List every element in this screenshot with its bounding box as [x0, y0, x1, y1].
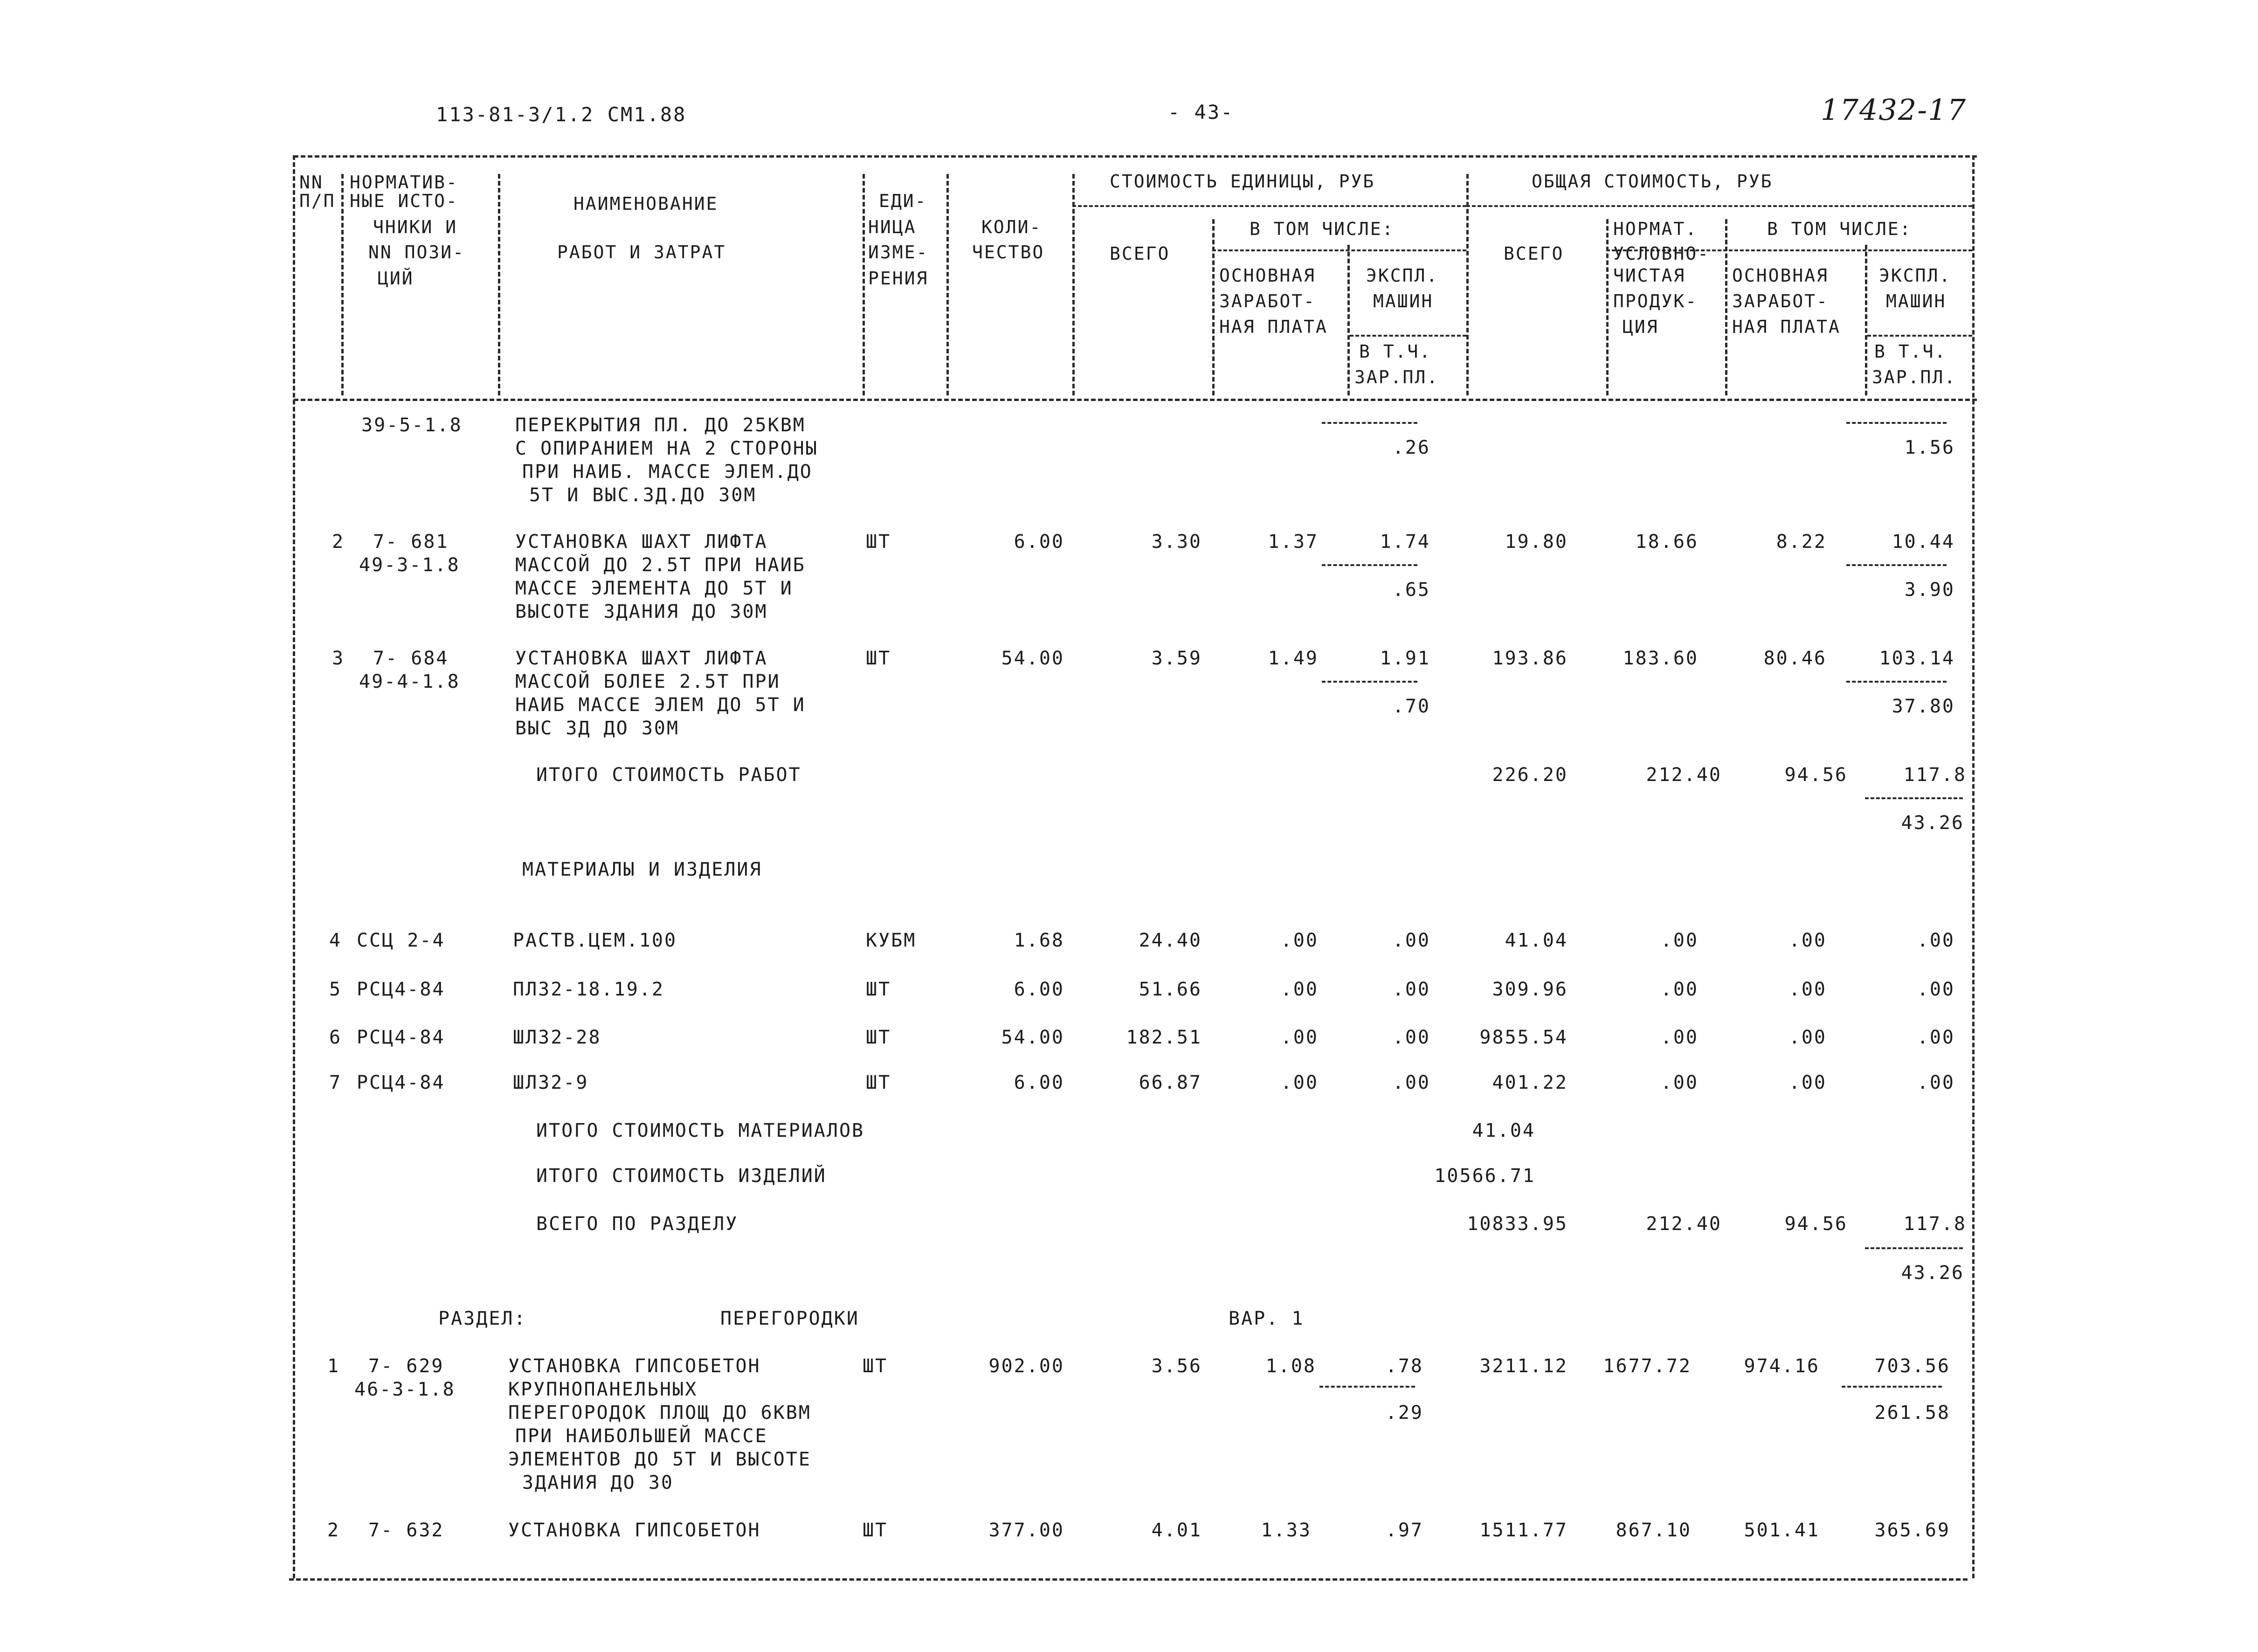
- hdr-total-cost: ОБЩАЯ СТОИМОСТЬ, РУБ: [1532, 171, 1773, 192]
- hdr-unit-mach: ЭКСПЛ.: [1366, 265, 1439, 286]
- mat-code: РСЦ4-84: [357, 979, 445, 1000]
- mat-unit: ШТ: [866, 979, 891, 1000]
- mat-total: 41.04: [1505, 930, 1568, 951]
- row2-num: 2: [332, 531, 345, 553]
- hdr-norm-net: УСЛОВНО-: [1613, 243, 1710, 264]
- hdr-total-wage: НАЯ ПЛАТА: [1732, 317, 1841, 337]
- row3-sep: [1322, 681, 1417, 683]
- header-sub-line: [1072, 205, 1466, 207]
- p1-name: ЭЛЕМЕНТОВ ДО 5Т И ВЫСОТЕ: [508, 1449, 811, 1470]
- mat-code: РСЦ4-84: [357, 1027, 445, 1048]
- mat-norm: .00: [1660, 979, 1699, 1000]
- header-sep: [1212, 219, 1215, 395]
- p1-total-wage: 974.16: [1744, 1355, 1820, 1377]
- hdr-unit-mach: ЗАР.ПЛ.: [1354, 367, 1439, 387]
- row0-name: ПРИ НАИБ. МАССЕ ЭЛЕМ.ДО: [522, 461, 813, 483]
- row2-sep: [1846, 564, 1947, 566]
- hdr-norm: НОРМАТИВ-: [350, 172, 458, 193]
- header-sep: [1725, 219, 1727, 395]
- hdr-unit: ЕДИ-: [879, 191, 927, 211]
- mat-norm: .00: [1660, 930, 1699, 951]
- row2-name: УСТАНОВКА ШАХТ ЛИФТА: [515, 531, 768, 553]
- header-sep: [1606, 219, 1609, 395]
- p1-name: ЗДАНИЯ ДО 30: [522, 1472, 674, 1493]
- header-sep: [1347, 245, 1350, 395]
- mat-total: 9855.54: [1479, 1027, 1568, 1048]
- row2-unit-mach: 1.74: [1380, 531, 1430, 553]
- section-label: РАЗДЕЛ:: [438, 1308, 527, 1329]
- row2-unit-total: 3.30: [1151, 531, 1202, 553]
- row0-code: 39-5-1.8: [361, 415, 463, 436]
- p2-code: 7- 632: [368, 1520, 444, 1541]
- hdr-unit-incl: В ТОМ ЧИСЛЕ:: [1250, 219, 1395, 239]
- p1-unit: ШТ: [863, 1355, 888, 1377]
- mat-num: 7: [329, 1072, 342, 1093]
- mat-num: 6: [329, 1027, 342, 1048]
- p1-name: ПЕРЕГОРОДОК ПЛОЩ ДО 6КВМ: [508, 1402, 811, 1424]
- hdr-total-mach: В Т.Ч.: [1874, 341, 1947, 362]
- hdr-unit: НИЦА: [868, 217, 917, 237]
- row3-unit-mach: 1.91: [1380, 648, 1430, 669]
- hdr-unit-mach: МАШИН: [1373, 291, 1434, 311]
- hdr-unit-wage: НАЯ ПЛАТА: [1219, 317, 1328, 337]
- table-top-border: [294, 155, 1977, 158]
- row2-unit-mach-wage: .65: [1392, 579, 1430, 601]
- p1-total: 3211.12: [1479, 1355, 1568, 1377]
- mat-unit-mach: .00: [1392, 930, 1430, 951]
- row3-unit: ШТ: [866, 648, 891, 669]
- mat-total: 401.22: [1492, 1072, 1568, 1093]
- row2-norm: 18.66: [1635, 531, 1699, 553]
- p1-total-mach-wage: 261.58: [1874, 1402, 1950, 1424]
- row3-name: УСТАНОВКА ШАХТ ЛИФТА: [515, 648, 768, 669]
- p2-unit-total: 4.01: [1151, 1520, 1202, 1541]
- header-sub-line: [1867, 335, 1972, 337]
- hdr-qty: ЧЕСТВО: [972, 242, 1045, 263]
- row2-name: МАССЕ ЭЛЕМЕНТА ДО 5Т И: [515, 578, 793, 599]
- p1-name: ПРИ НАИБОЛЬШЕЙ МАССЕ: [515, 1425, 768, 1447]
- mat-wage: .00: [1788, 979, 1827, 1000]
- row2-unit: ШТ: [866, 531, 891, 553]
- vsego-section-norm: 212.40: [1646, 1213, 1722, 1235]
- p1-qty: 902.00: [988, 1355, 1064, 1377]
- mat-unit-total: 24.40: [1139, 930, 1202, 951]
- row2-sep: [1322, 564, 1417, 566]
- mat-qty: 1.68: [1014, 930, 1064, 951]
- mat-mach: .00: [1917, 1072, 1955, 1093]
- p1-unit-mach-wage: .29: [1385, 1402, 1423, 1424]
- mat-unit-wage: .00: [1280, 979, 1319, 1000]
- handwritten-number: 17432-17: [1821, 93, 1967, 127]
- hdr-name: РАБОТ И ЗАТРАТ: [557, 242, 726, 263]
- header-sub-line: [1350, 335, 1466, 337]
- row3-name: ВЫС ЗД ДО 30М: [515, 718, 680, 739]
- vsego-section-total: 10833.95: [1467, 1213, 1568, 1235]
- mat-mach: .00: [1917, 930, 1955, 951]
- p2-num: 2: [327, 1520, 340, 1541]
- p1-unit-mach: .78: [1385, 1355, 1423, 1377]
- hdr-unit-total: ВСЕГО: [1110, 243, 1170, 264]
- mat-unit: ШТ: [866, 1027, 891, 1048]
- row2-code: 49-3-1.8: [359, 554, 460, 576]
- row2-total-mach: 10.44: [1892, 531, 1955, 553]
- itogo-products-label: ИТОГО СТОИМОСТЬ ИЗДЕЛИЙ: [536, 1165, 827, 1187]
- row2-name: ВЫСОТЕ ЗДАНИЯ ДО 30М: [515, 601, 768, 622]
- header-sep: [341, 174, 344, 395]
- hdr-norm-net: ЧИСТАЯ: [1613, 265, 1686, 286]
- row2-name: МАССОЙ ДО 2.5Т ПРИ НАИБ: [515, 554, 806, 576]
- row3-code: 7- 684: [373, 648, 449, 669]
- hdr-total-wage: ОСНОВНАЯ: [1732, 265, 1829, 286]
- row3-num: 3: [332, 648, 345, 669]
- p2-total: 1511.77: [1479, 1520, 1568, 1541]
- mat-mach: .00: [1917, 979, 1955, 1000]
- p1-sep: [1842, 1386, 1942, 1388]
- mat-unit: ШТ: [866, 1072, 891, 1093]
- itogo-materials-total: 41.04: [1472, 1120, 1535, 1141]
- row2-code: 7- 681: [373, 531, 449, 553]
- p2-total-mach: 365.69: [1874, 1520, 1950, 1541]
- itogo-works-mach: 117.8: [1903, 764, 1967, 786]
- hdr-total-mach: ЭКСПЛ.: [1879, 265, 1952, 286]
- mat-unit: КУБМ: [866, 930, 917, 951]
- p2-total-wage: 501.41: [1744, 1520, 1820, 1541]
- itogo-works-total: 226.20: [1492, 764, 1568, 786]
- hdr-norm-net: ПРОДУК-: [1613, 291, 1698, 311]
- row3-unit-mach-wage: .70: [1392, 696, 1430, 717]
- p2-name: УСТАНОВКА ГИПСОБЕТОН: [508, 1520, 761, 1541]
- row3-sep: [1846, 681, 1947, 683]
- hdr-norm: NN ПОЗИ-: [368, 242, 465, 263]
- mat-unit-mach: .00: [1392, 979, 1430, 1000]
- mat-qty: 6.00: [1014, 979, 1064, 1000]
- hdr-unit: ИЗМЕ-: [868, 242, 929, 263]
- row3-total-mach-wage: 37.80: [1892, 696, 1955, 717]
- mat-name: ШЛ32-9: [513, 1072, 589, 1093]
- mat-qty: 6.00: [1014, 1072, 1064, 1093]
- mat-mach: .00: [1917, 1027, 1955, 1048]
- itogo-works-norm: 212.40: [1646, 764, 1722, 786]
- row0-sep: [1846, 422, 1947, 424]
- row3-name: НАИБ МАССЕ ЭЛЕМ ДО 5Т И: [515, 694, 806, 716]
- hdr-norm: ЧНИКИ И: [373, 217, 458, 237]
- hdr-unit-mach: В Т.Ч.: [1359, 341, 1432, 362]
- hdr-unit: РЕНИЯ: [868, 268, 929, 289]
- p1-norm: 1677.72: [1603, 1355, 1692, 1377]
- p2-unit-mach: .97: [1385, 1520, 1423, 1541]
- mat-wage: .00: [1788, 1027, 1827, 1048]
- p2-norm: 867.10: [1616, 1520, 1692, 1541]
- mat-unit-wage: .00: [1280, 1027, 1319, 1048]
- hdr-norm-net: НОРМАТ.: [1613, 219, 1698, 239]
- row2-total-mach-wage: 3.90: [1904, 579, 1955, 601]
- mat-name: РАСТВ.ЦЕМ.100: [513, 930, 677, 951]
- hdr-total-total: ВСЕГО: [1504, 243, 1564, 264]
- row3-code: 49-4-1.8: [359, 671, 460, 692]
- p2-unit-wage: 1.33: [1261, 1520, 1312, 1541]
- row0-name: С ОПИРАНИЕМ НА 2 СТОРОНЫ: [515, 438, 818, 459]
- itogo-works-label: ИТОГО СТОИМОСТЬ РАБОТ: [536, 764, 801, 786]
- mat-unit-mach: .00: [1392, 1027, 1430, 1048]
- section-var: ВАР. 1: [1229, 1308, 1305, 1329]
- mat-norm: .00: [1660, 1072, 1699, 1093]
- header-bottom-border: [294, 399, 1977, 401]
- row2-total: 19.80: [1505, 531, 1568, 553]
- row3-qty: 54.00: [1001, 648, 1064, 669]
- p1-name: КРУПНОПАНЕЛЬНЫХ: [508, 1379, 698, 1400]
- row0-total-mach-wage: 1.56: [1904, 437, 1955, 458]
- mat-code: ССЦ 2-4: [357, 930, 445, 951]
- hdr-unit-wage: ЗАРАБОТ-: [1219, 291, 1316, 311]
- mat-name: ПЛ32-18.19.2: [513, 979, 664, 1000]
- header-sep: [1865, 245, 1867, 395]
- vsego-section-label: ВСЕГО ПО РАЗДЕЛУ: [536, 1213, 739, 1235]
- p1-total-mach: 703.56: [1874, 1355, 1950, 1377]
- itogo-materials-label: ИТОГО СТОИМОСТЬ МАТЕРИАЛОВ: [536, 1120, 865, 1141]
- row0-sep: [1322, 422, 1417, 424]
- p1-name: УСТАНОВКА ГИПСОБЕТОН: [508, 1355, 761, 1377]
- itogo-works-mach-wage: 43.26: [1901, 812, 1964, 834]
- hdr-name: НАИМЕНОВАНИЕ: [573, 194, 718, 214]
- vsego-section-wage: 94.56: [1784, 1213, 1848, 1235]
- hdr-nn: NN: [299, 172, 324, 193]
- mat-code: РСЦ4-84: [357, 1072, 445, 1093]
- header-sub-line: [1212, 249, 1466, 251]
- hdr-norm: ЦИЙ: [378, 268, 414, 289]
- p1-code: 46-3-1.8: [354, 1379, 456, 1400]
- hdr-pp: П/П: [299, 191, 336, 211]
- header-sep: [1466, 174, 1469, 395]
- p1-sep: [1319, 1386, 1415, 1388]
- p1-unit-total: 3.56: [1151, 1355, 1202, 1377]
- mat-wage: .00: [1788, 930, 1827, 951]
- row0-unit-mach-wage: .26: [1392, 437, 1430, 458]
- mat-unit-mach: .00: [1392, 1072, 1430, 1093]
- hdr-unit-cost: СТОИМОСТЬ ЕДИНИЦЫ, РУБ: [1110, 171, 1375, 192]
- mat-unit-wage: .00: [1280, 1072, 1319, 1093]
- hdr-unit-wage: ОСНОВНАЯ: [1219, 265, 1316, 286]
- p1-num: 1: [327, 1355, 340, 1377]
- mat-unit-wage: .00: [1280, 930, 1319, 951]
- header-sep: [946, 174, 949, 395]
- row3-unit-total: 3.59: [1151, 648, 1202, 669]
- row3-total: 193.86: [1492, 648, 1568, 669]
- mat-wage: .00: [1788, 1072, 1827, 1093]
- vsego-section-mach: 117.8: [1903, 1213, 1967, 1235]
- mat-num: 5: [329, 979, 342, 1000]
- mat-name: ШЛ32-28: [513, 1027, 601, 1048]
- row2-unit-wage: 1.37: [1268, 531, 1319, 553]
- p2-qty: 377.00: [988, 1520, 1064, 1541]
- table-right-border: [1972, 155, 1975, 1578]
- mat-unit-total: 182.51: [1126, 1027, 1202, 1048]
- itogo-works-sep: [1865, 797, 1963, 799]
- row3-norm: 183.60: [1623, 648, 1699, 669]
- hdr-total-mach: МАШИН: [1886, 291, 1947, 311]
- section-name: ПЕРЕГОРОДКИ: [720, 1308, 859, 1329]
- vsego-section-sep: [1865, 1247, 1963, 1249]
- p1-code: 7- 629: [368, 1355, 444, 1377]
- row3-name: МАССОЙ БОЛЕЕ 2.5Т ПРИ: [515, 671, 780, 692]
- hdr-qty: КОЛИ-: [981, 217, 1042, 237]
- header-sep: [863, 174, 865, 395]
- hdr-total-mach: ЗАР.ПЛ.: [1872, 367, 1957, 387]
- header-sep: [498, 174, 500, 395]
- itogo-works-wage: 94.56: [1784, 764, 1848, 786]
- page-number: - 43-: [1168, 101, 1234, 124]
- mat-unit-total: 66.87: [1139, 1072, 1202, 1093]
- materials-title: МАТЕРИАЛЫ И ИЗДЕЛИЯ: [522, 859, 762, 880]
- mat-unit-total: 51.66: [1139, 979, 1202, 1000]
- hdr-total-wage: ЗАРАБОТ-: [1732, 291, 1829, 311]
- doc-code: 113-81-3/1.2 СМ1.88: [436, 103, 687, 126]
- hdr-norm: НЫЕ ИСТО-: [350, 191, 458, 211]
- row2-qty: 6.00: [1014, 531, 1064, 553]
- row0-name: 5Т И ВЫС.ЗД.ДО 30М: [529, 484, 757, 506]
- row2-total-wage: 8.22: [1776, 531, 1827, 553]
- mat-norm: .00: [1660, 1027, 1699, 1048]
- row3-total-wage: 80.46: [1763, 648, 1827, 669]
- vsego-section-mach-wage: 43.26: [1901, 1262, 1964, 1284]
- header-sub-line: [1466, 205, 1972, 207]
- itogo-products-total: 10566.71: [1434, 1165, 1535, 1187]
- hdr-total-incl: В ТОМ ЧИСЛЕ:: [1767, 219, 1912, 239]
- row0-name: ПЕРЕКРЫТИЯ ПЛ. ДО 25КВМ: [515, 415, 806, 436]
- header-sep: [1072, 174, 1075, 395]
- row3-total-mach: 103.14: [1879, 648, 1955, 669]
- row3-unit-wage: 1.49: [1268, 648, 1319, 669]
- p2-unit: ШТ: [863, 1520, 888, 1541]
- mat-total: 309.96: [1492, 979, 1568, 1000]
- hdr-norm-net: ЦИЯ: [1623, 317, 1659, 337]
- table-bottom-border: [289, 1578, 1968, 1581]
- mat-qty: 54.00: [1001, 1027, 1064, 1048]
- p1-unit-wage: 1.08: [1265, 1355, 1316, 1377]
- table-left-border: [293, 155, 295, 1578]
- mat-num: 4: [329, 930, 342, 951]
